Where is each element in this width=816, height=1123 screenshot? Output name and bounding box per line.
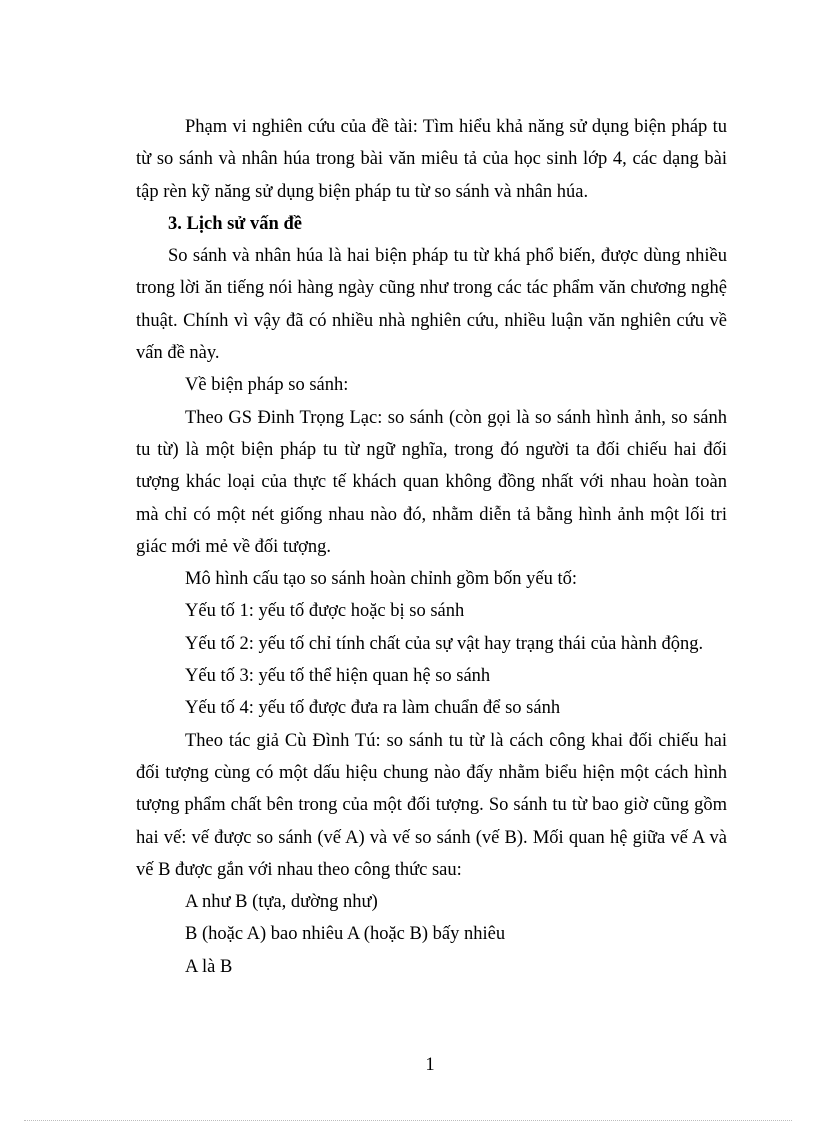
definition-paragraph-dinh-trong-lac: Theo GS Đinh Trọng Lạc: so sánh (còn gọi là so sánh hình ảnh, so sánh tu từ) là một biện pháp tu từ ngữ nghĩa, trong đó người ta đối chiếu hai đối tượng khác loại của thực tế khách quan không đồng nhất với nhau hoàn toàn mà chỉ có một nét giống nhau nào đó, nhằm diễn tả bằng hình ảnh một lối tri giác mới mẻ về đối tượng. xyxy=(136,407,727,557)
page-body xyxy=(136,111,727,983)
page-bottom-divider xyxy=(24,1120,792,1121)
list-item: Yếu tố 2: yếu tố chỉ tính chất của sự vật hay trạng thái của hành động. xyxy=(185,633,704,654)
section-heading: 3. Lịch sử vấn đề xyxy=(168,213,302,234)
list-item: Yếu tố 3: yếu tố thể hiện quan hệ so sánh xyxy=(185,666,491,687)
model-intro-line: Mô hình cấu tạo so sánh hoàn chỉnh gồm bốn yếu tố: xyxy=(185,569,578,590)
history-paragraph: So sánh và nhân húa là hai biện pháp tu từ khá phổ biến, được dùng nhiều trong lời ăn tiếng nói hàng ngày cũng như trong các tác phẩm văn chương nghệ thuật. Chính vì vậy đã có nhiều nhà nghiên cứu, nhiều luận văn nghiên cứu về vấn đề này. xyxy=(136,246,727,364)
page-number: 1 xyxy=(425,1055,435,1075)
formula-line: B (hoặc A) bao nhiêu A (hoặc B) bấy nhiêu xyxy=(185,924,506,945)
definition-paragraph-cu-dinh-tu: Theo tác giả Cù Đình Tú: so sánh tu từ là cách công khai đối chiếu hai đối tượng cùng có một dấu hiệu chung nào đấy nhằm biểu hiện một cách hình tượng phẩm chất bên trong của một đối tượng. So sánh tu từ bao giờ cũng gồm hai vế: vế được so sánh (vế A) và vế so sánh (vế B). Mối quan hệ giữa vế A và vế B được gắn với nhau theo công thức sau: xyxy=(136,730,727,880)
list-item: Yếu tố 1: yếu tố được hoặc bị so sánh xyxy=(185,601,465,622)
formula-line: A là B xyxy=(185,956,233,977)
list-item: Yếu tố 4: yếu tố được đưa ra làm chuẩn để so sánh xyxy=(185,698,561,719)
formula-line: A như B (tựa, dường như) xyxy=(185,892,378,913)
comparison-subheading: Về biện pháp so sánh: xyxy=(185,375,349,396)
scope-paragraph: Phạm vi nghiên cứu của đề tài: Tìm hiểu khả năng sử dụng biện pháp tu từ so sánh và nhân húa trong bài văn miêu tả của học sinh lớp 4, các dạng bài tập rèn kỹ năng sử dụng biện pháp tu từ so sánh và nhân húa. xyxy=(136,117,727,202)
